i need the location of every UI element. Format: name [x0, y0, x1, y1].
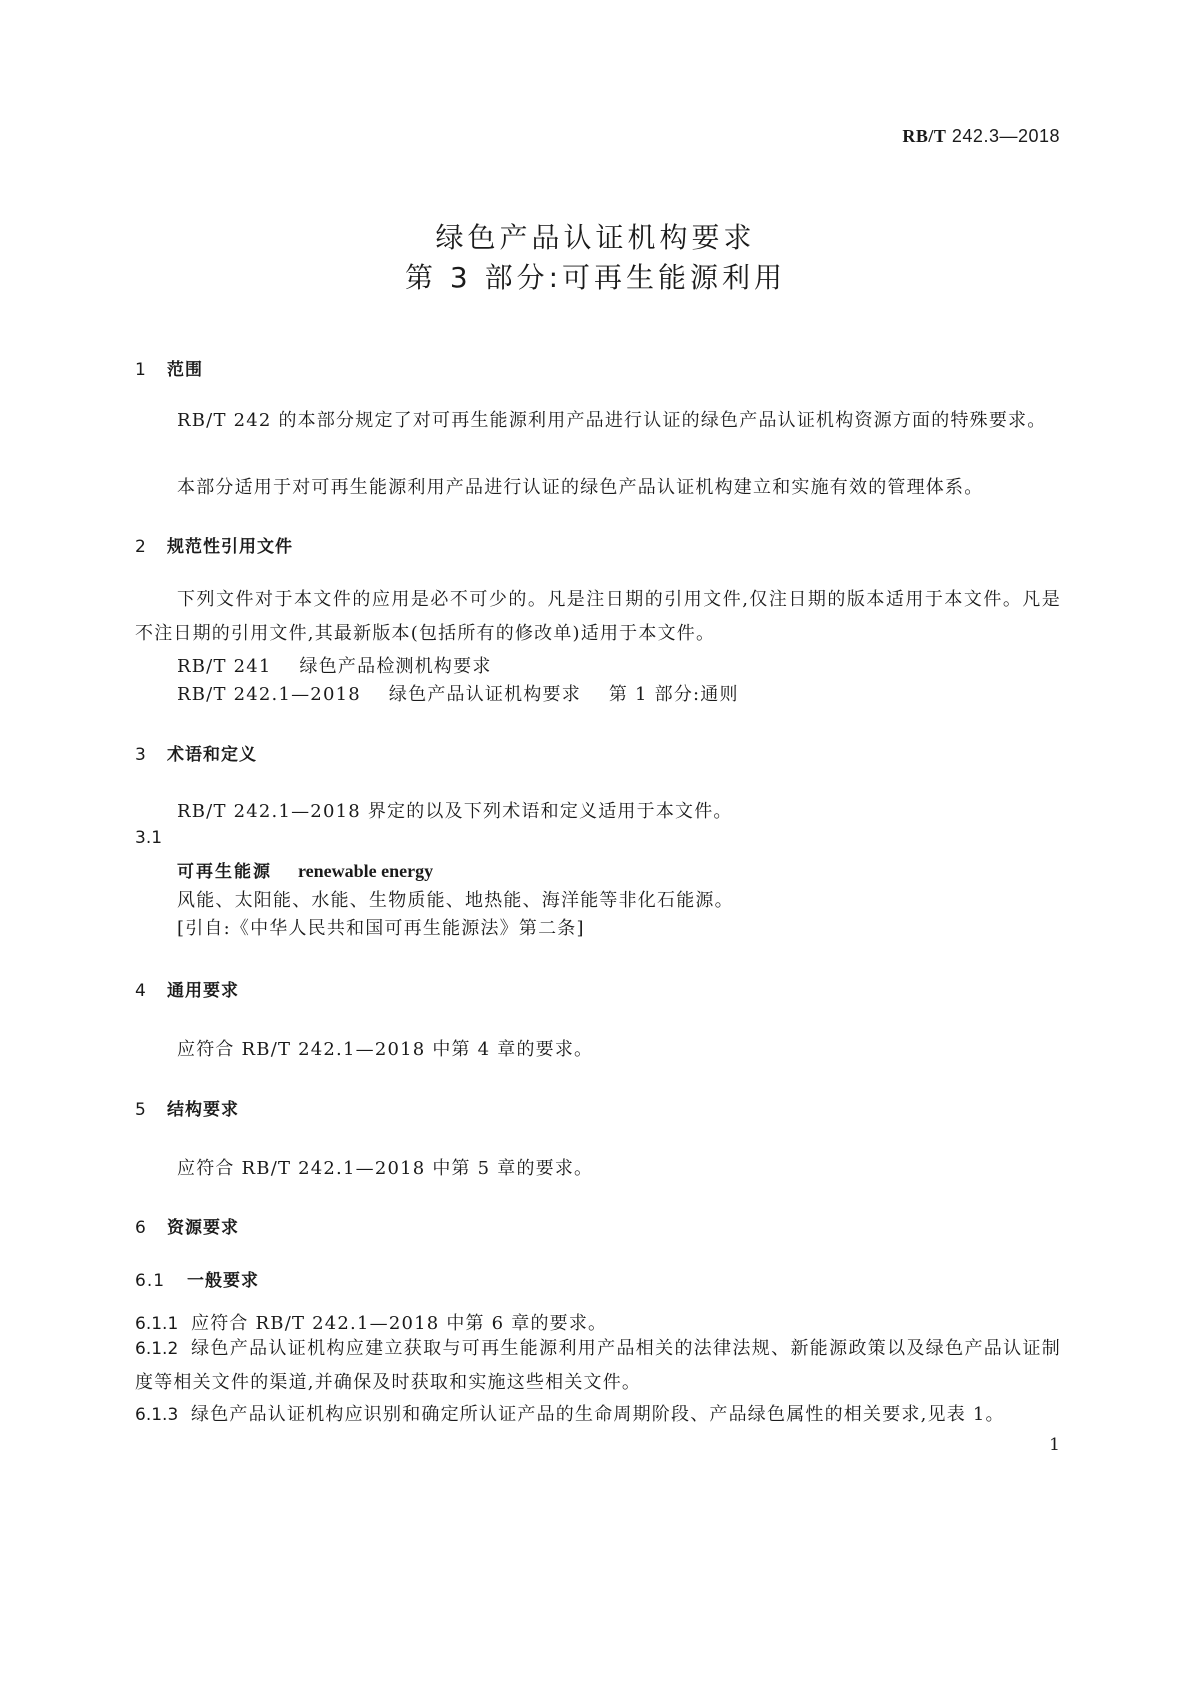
reference-1-code: RB/T 241	[177, 656, 272, 677]
section-1-paragraph-1: RB/T 242 的本部分规定了对可再生能源利用产品进行认证的绿色产品认证机构资源方面的特殊要求。	[177, 410, 1047, 431]
section-2-paragraph-1: 下列文件对于本文件的应用是必不可少的。凡是注日期的引用文件,仅注日期的版本适用于本文件。凡是不注日期的引用文件,其最新版本(包括所有的修改单)适用于本文件。	[135, 589, 1061, 644]
section-3-number: 3	[135, 745, 147, 765]
term-chinese: 可再生能源	[177, 862, 272, 882]
section-5-heading	[135, 1095, 239, 1120]
reference-2-code: RB/T 242.1—2018	[177, 684, 361, 705]
document-title-line2: 第 3 部分:可再生能源利用	[404, 261, 787, 294]
term-definition: 风能、太阳能、水能、生物质能、地热能、海洋能等非化石能源。	[177, 890, 734, 911]
section-3-heading	[135, 740, 257, 765]
section-1-heading	[135, 355, 203, 380]
reference-1-title: 绿色产品检测机构要求	[299, 656, 492, 677]
clause-6-1-3-number: 6.1.3	[135, 1405, 179, 1425]
section-1-paragraph-2: 本部分适用于对可再生能源利用产品进行认证的绿色产品认证机构建立和实施有效的管理体系。	[177, 477, 984, 498]
section-5-title: 结构要求	[167, 1100, 239, 1120]
section-6-title: 资源要求	[167, 1218, 239, 1238]
term-number: 3.1	[135, 828, 163, 848]
clause-6-1-3	[135, 1400, 1005, 1426]
page-number: 1	[1049, 1435, 1060, 1455]
reference-2-part: 第 1 部分:通则	[608, 684, 739, 705]
clause-6-1-1-number: 6.1.1	[135, 1314, 179, 1334]
document-code	[850, 126, 1060, 147]
term-entry	[177, 857, 433, 882]
document-code-number: 242.3—2018	[951, 126, 1060, 146]
reference-2-title: 绿色产品认证机构要求	[388, 684, 581, 705]
section-2-heading	[135, 532, 293, 557]
document-code-prefix: RB/T	[902, 126, 947, 146]
section-6-heading	[135, 1213, 239, 1238]
subsection-6-1-heading	[135, 1266, 259, 1291]
section-6-number: 6	[135, 1218, 147, 1238]
section-1-number: 1	[135, 360, 147, 380]
normative-reference-1	[177, 652, 492, 678]
section-2-title: 规范性引用文件	[167, 537, 293, 557]
term-source: [引自:《中华人民共和国可再生能源法》第二条]	[177, 918, 585, 939]
clause-6-1-2-text: 绿色产品认证机构应建立获取与可再生能源利用产品相关的法律法规、新能源政策以及绿色产品认证制度等相关文件的渠道,并确保及时获取和实施这些相关文件。	[135, 1338, 1061, 1393]
section-1-title: 范围	[167, 360, 203, 380]
clause-6-1-2-number: 6.1.2	[135, 1339, 179, 1359]
section-5-number: 5	[135, 1100, 147, 1120]
normative-reference-2	[177, 680, 739, 706]
clause-6-1-1-text: 应符合 RB/T 242.1—2018 中第 6 章的要求。	[191, 1313, 608, 1334]
document-title-line1: 绿色产品认证机构要求	[435, 221, 756, 254]
section-3-paragraph-1: RB/T 242.1—2018 界定的以及下列术语和定义适用于本文件。	[177, 801, 733, 822]
clause-6-1-3-text: 绿色产品认证机构应识别和确定所认证产品的生命周期阶段、产品绿色属性的相关要求,见表 1。	[191, 1404, 1005, 1425]
section-3-title: 术语和定义	[167, 745, 257, 765]
subsection-6-1-title: 一般要求	[187, 1271, 259, 1291]
section-4-title: 通用要求	[167, 981, 239, 1001]
section-4-paragraph-1: 应符合 RB/T 242.1—2018 中第 4 章的要求。	[177, 1039, 594, 1060]
term-english: renewable energy	[298, 861, 434, 881]
section-4-heading	[135, 976, 239, 1001]
subsection-6-1-number: 6.1	[135, 1271, 166, 1291]
section-4-number: 4	[135, 981, 147, 1001]
section-2-number: 2	[135, 537, 147, 557]
clause-6-1-2	[135, 1332, 1061, 1400]
section-5-paragraph-1: 应符合 RB/T 242.1—2018 中第 5 章的要求。	[177, 1158, 594, 1179]
